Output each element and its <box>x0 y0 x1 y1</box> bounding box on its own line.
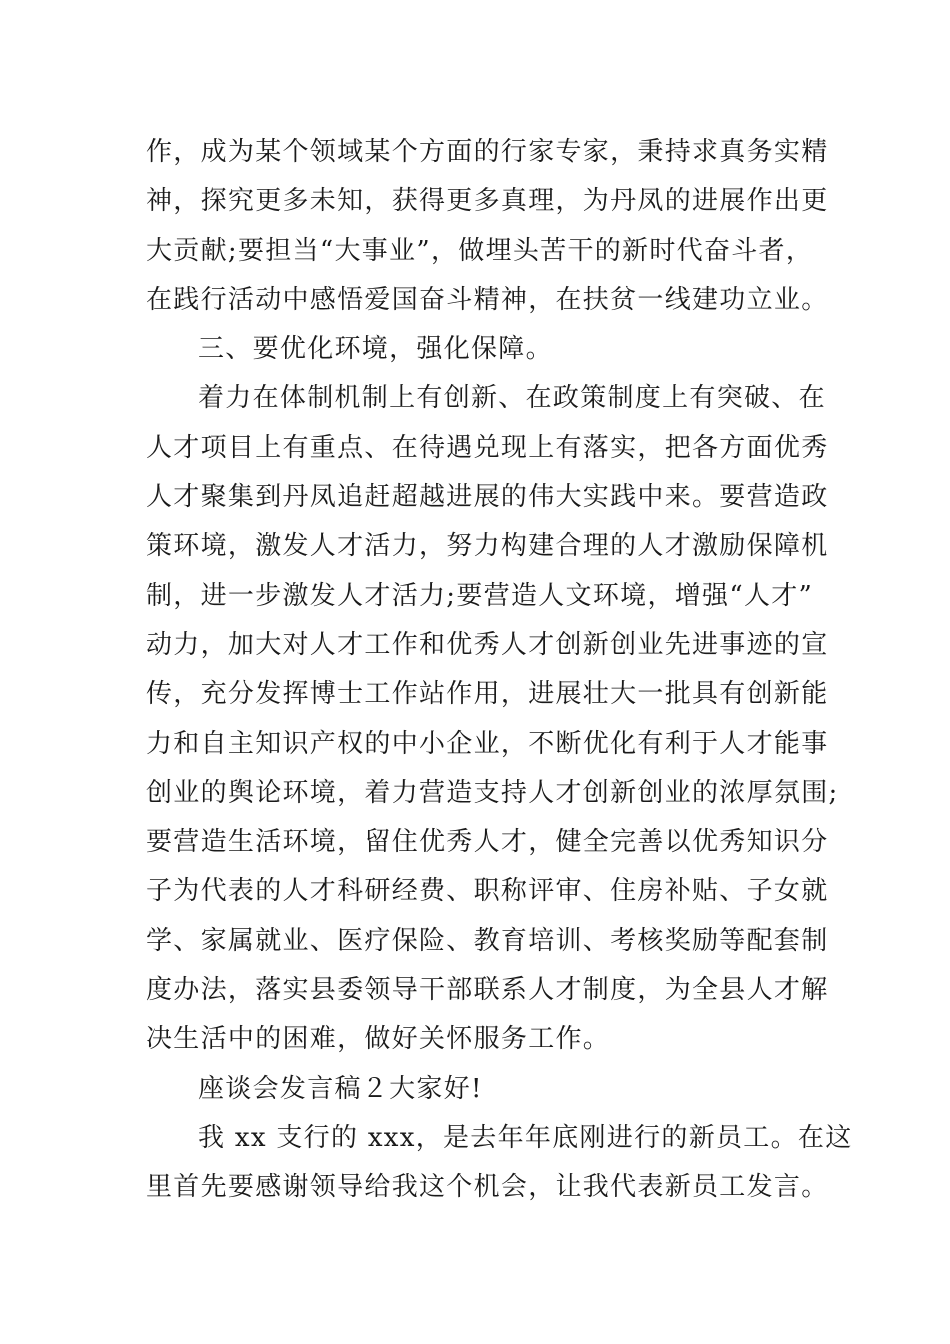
text-line: 创业的舆论环境，着力营造支持人才创新创业的浓厚氛围; <box>146 777 839 808</box>
text-line: 着力在体制机制上有创新、在政策制度上有突破、在 <box>198 383 826 414</box>
text-line: 力和自主知识产权的中小企业，不断优化有利于人才能事 <box>146 728 829 759</box>
text-line: 作，成为某个领域某个方面的行家专家，秉持求真务实精 <box>146 137 829 167</box>
text-line: 在践行活动中感悟爱国奋斗精神，在扶贫一线建功立业。 <box>146 284 829 315</box>
text-line: 学、家属就业、医疗保险、教育培训、考核奖励等配套制 <box>146 925 829 956</box>
section-heading: 座谈会发言稿２大家好! <box>198 1073 483 1104</box>
text-line: 人才聚集到丹凤追赶超越进展的伟大实践中来。要营造政 <box>146 482 829 513</box>
text-line: 制，进一步激发人才活力;要营造人文环境，增强“人才” <box>146 580 814 611</box>
text-line: 人才项目上有重点、在待遇兑现上有落实，把各方面优秀 <box>146 432 829 463</box>
text-line: 传，充分发挥博士工作站作用，进展壮大一批具有创新能 <box>146 679 829 710</box>
text-line: 要营造生活环境，留住优秀人才，健全完善以优秀知识分 <box>146 827 829 858</box>
body-text <box>146 128 853 1213</box>
text-line: 子为代表的人才科研经费、职称评审、住房补贴、子女就 <box>146 876 829 907</box>
text-line: 决生活中的困难，做好关怀服务工作。 <box>146 1024 611 1055</box>
text-line: 动力，加大对人才工作和优秀人才创新创业先进事迹的宣 <box>146 629 829 660</box>
text-line: 里首先要感谢领导给我这个机会，让我代表新员工发言。 <box>146 1172 829 1203</box>
text-line: 我 xx 支行的 xxx，是去年年底刚进行的新员工。在这 <box>198 1122 853 1153</box>
text-line: 度办法，落实县委领导干部联系人才制度，为全县人才解 <box>146 975 829 1006</box>
text-line: 神，探究更多未知，获得更多真理，为丹凤的进展作出更 <box>146 186 829 217</box>
text-line: 策环境，激发人才活力，努力构建合理的人才激励保障机 <box>146 531 829 562</box>
text-line: 大贡献;要担当“大事业”，做埋头苦干的新时代奋斗者， <box>146 235 814 266</box>
section-heading: 三、要优化环境，强化保障。 <box>198 334 553 365</box>
